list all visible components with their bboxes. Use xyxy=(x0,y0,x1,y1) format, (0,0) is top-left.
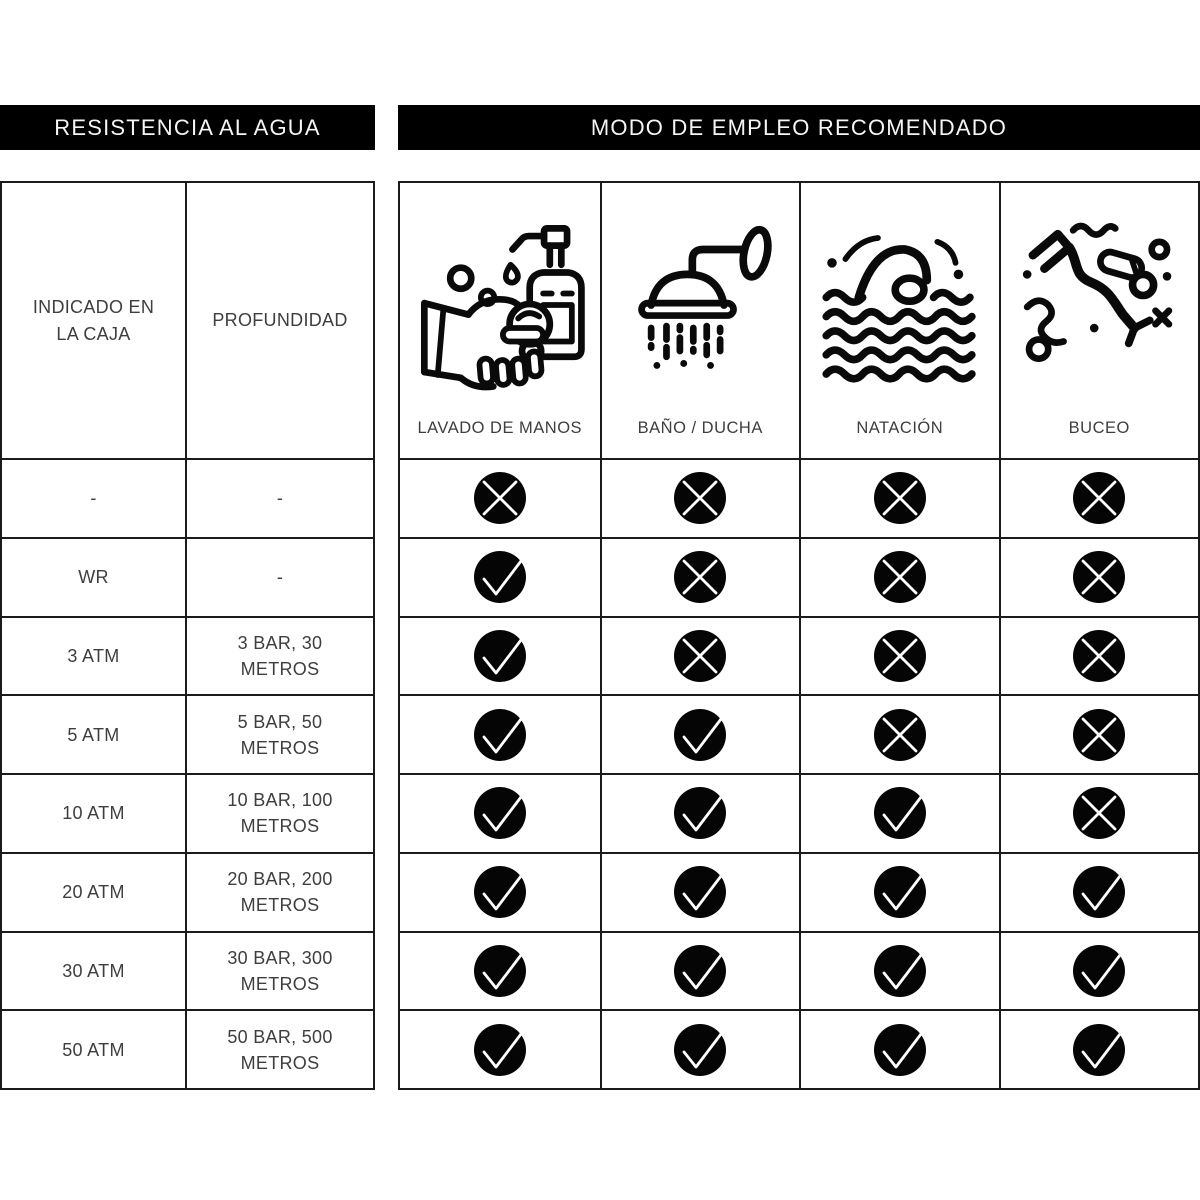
activity-label-ducha: BAÑO / DUCHA xyxy=(637,419,763,437)
usage-cell xyxy=(999,852,1199,931)
profundidad-value: 10 BAR, 100 METROS xyxy=(185,773,373,852)
usage-cell xyxy=(400,1009,600,1088)
usage-cell xyxy=(799,1009,999,1088)
caja-value: 3 ATM xyxy=(2,616,185,695)
activity-label-natacion: NATACIÓN xyxy=(856,419,944,437)
check-mark-icon xyxy=(474,630,526,682)
check-mark-icon xyxy=(674,1024,726,1076)
usage-cell xyxy=(600,694,800,773)
cross-mark-icon xyxy=(874,472,926,524)
activity-header-buceo xyxy=(999,183,1199,458)
usage-cell xyxy=(999,694,1199,773)
cross-mark-icon xyxy=(674,630,726,682)
check-mark-icon xyxy=(474,551,526,603)
usage-grid xyxy=(398,181,1200,1090)
usage-cell xyxy=(400,616,600,695)
usage-cell xyxy=(600,1009,800,1088)
profundidad-value: - xyxy=(185,537,373,616)
profundidad-value: 50 BAR, 500 METROS xyxy=(185,1009,373,1088)
cross-mark-icon xyxy=(1073,472,1125,524)
caja-value: 5 ATM xyxy=(2,694,185,773)
caja-value: 20 ATM xyxy=(2,852,185,931)
check-mark-icon xyxy=(674,787,726,839)
right-panel-title: MODO DE EMPLEO RECOMENDADO xyxy=(590,114,1008,140)
cross-mark-icon xyxy=(674,551,726,603)
usage-cell xyxy=(400,931,600,1010)
cross-mark-icon xyxy=(874,709,926,761)
check-mark-icon xyxy=(874,1024,926,1076)
activity-label-lavado: LAVADO DE MANOS xyxy=(417,419,583,437)
usage-cell xyxy=(400,694,600,773)
check-mark-icon xyxy=(1073,866,1125,918)
usage-cell xyxy=(600,616,800,695)
check-mark-icon xyxy=(474,1024,526,1076)
usage-cell xyxy=(600,537,800,616)
usage-cell xyxy=(999,1009,1199,1088)
profundidad-value: 30 BAR, 300 METROS xyxy=(185,931,373,1010)
caja-value: 30 ATM xyxy=(2,931,185,1010)
usage-cell xyxy=(799,537,999,616)
check-mark-icon xyxy=(674,709,726,761)
usage-cell xyxy=(999,773,1199,852)
left-panel-title: RESISTENCIA AL AGUA xyxy=(54,114,321,140)
usage-cell xyxy=(999,931,1199,1010)
cross-mark-icon xyxy=(1073,551,1125,603)
usage-cell xyxy=(600,773,800,852)
usage-cell xyxy=(799,931,999,1010)
caja-value: WR xyxy=(2,537,185,616)
usage-cell xyxy=(600,852,800,931)
caja-value: 50 ATM xyxy=(2,1009,185,1088)
caja-value: - xyxy=(2,458,185,537)
check-mark-icon xyxy=(874,945,926,997)
cross-mark-icon xyxy=(1073,630,1125,682)
right-panel-title-bar xyxy=(398,105,1200,150)
usage-cell xyxy=(799,773,999,852)
swimming-icon xyxy=(814,193,986,419)
check-mark-icon xyxy=(474,787,526,839)
column-header-profundidad: PROFUNDIDAD xyxy=(185,183,373,458)
usage-cell xyxy=(400,773,600,852)
profundidad-value: - xyxy=(185,458,373,537)
diving-icon xyxy=(1013,193,1185,419)
cross-mark-icon xyxy=(874,551,926,603)
check-mark-icon xyxy=(474,709,526,761)
handwash-icon xyxy=(414,193,586,419)
usage-cell xyxy=(400,537,600,616)
usage-cell xyxy=(999,616,1199,695)
activity-header-natacion xyxy=(799,183,999,458)
usage-cell xyxy=(600,458,800,537)
usage-cell xyxy=(600,931,800,1010)
activity-header-lavado xyxy=(400,183,600,458)
usage-cell xyxy=(799,458,999,537)
cross-mark-icon xyxy=(874,630,926,682)
column-header-caja: INDICADO EN LA CAJA xyxy=(32,297,155,344)
check-mark-icon xyxy=(474,866,526,918)
cross-mark-icon xyxy=(474,472,526,524)
check-mark-icon xyxy=(874,787,926,839)
usage-cell xyxy=(799,694,999,773)
activity-label-buceo: BUCEO xyxy=(1068,419,1130,437)
check-mark-icon xyxy=(674,866,726,918)
profundidad-value: 20 BAR, 200 METROS xyxy=(185,852,373,931)
check-mark-icon xyxy=(1073,945,1125,997)
water-resistance-table xyxy=(0,181,375,1090)
profundidad-value: 3 BAR, 30 METROS xyxy=(185,616,373,695)
caja-value: 10 ATM xyxy=(2,773,185,852)
profundidad-value: 5 BAR, 50 METROS xyxy=(185,694,373,773)
usage-cell xyxy=(999,537,1199,616)
cross-mark-icon xyxy=(1073,709,1125,761)
cross-mark-icon xyxy=(674,472,726,524)
check-mark-icon xyxy=(674,945,726,997)
check-mark-icon xyxy=(474,945,526,997)
usage-cell xyxy=(799,852,999,931)
cross-mark-icon xyxy=(1073,787,1125,839)
usage-cell xyxy=(400,852,600,931)
left-panel-title-bar xyxy=(0,105,375,150)
check-mark-icon xyxy=(1073,1024,1125,1076)
activity-header-ducha xyxy=(600,183,800,458)
usage-cell xyxy=(799,616,999,695)
usage-cell xyxy=(999,458,1199,537)
usage-cell xyxy=(400,458,600,537)
check-mark-icon xyxy=(874,866,926,918)
shower-icon xyxy=(614,193,786,419)
